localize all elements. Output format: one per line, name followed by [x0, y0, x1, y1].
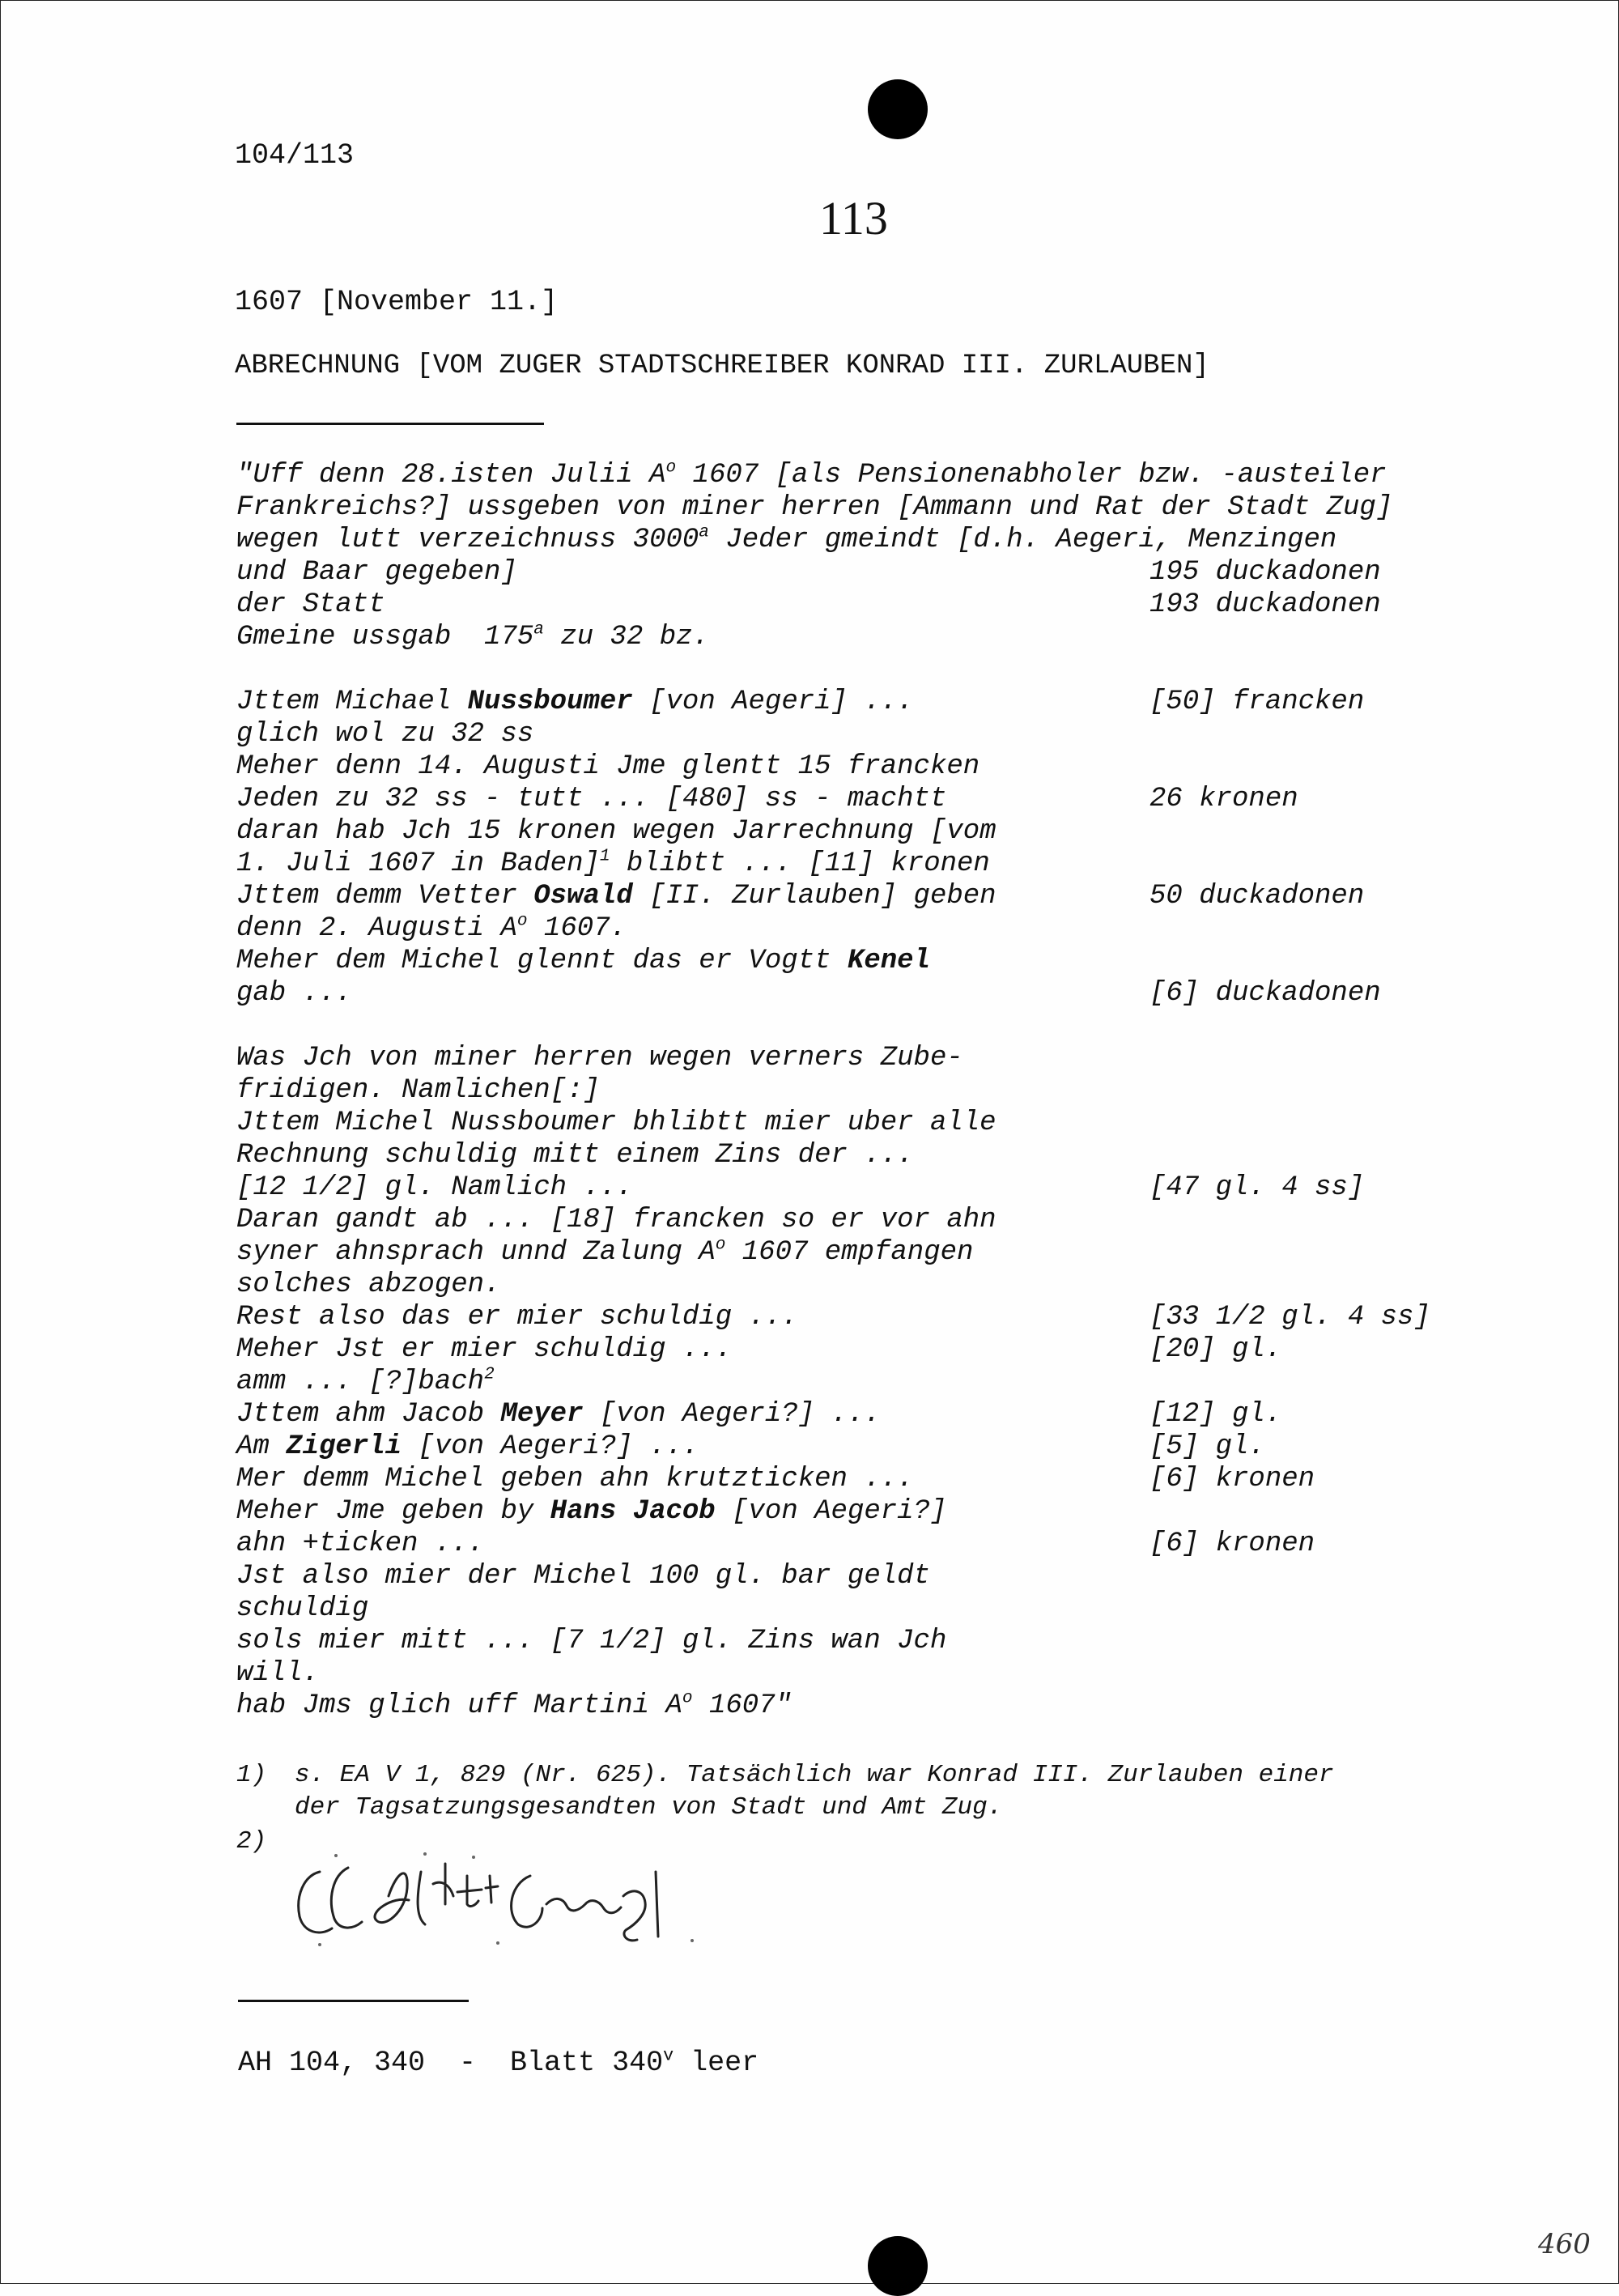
amount: [33 1/2 gl. 4 ss]	[1149, 1302, 1430, 1333]
text-line: Jeden zu 32 ss - tutt ... [480] ss - machtt	[236, 784, 947, 814]
amount: [6] duckadonen	[1149, 978, 1381, 1009]
document-date: 1607 [November 11.]	[235, 286, 559, 318]
amount: [47 gl. 4 ss]	[1149, 1172, 1365, 1203]
handwritten-signature-image	[287, 1839, 741, 1961]
text-line: Was Jch von miner herren wegen verners Zube-	[236, 1043, 963, 1074]
document-number: 113	[819, 192, 888, 244]
text-line: und Baar gegeben]	[236, 557, 517, 588]
text-line: 1. Juli 1607 in Baden]$^1$ blibtt ... [11] kronen	[236, 846, 990, 879]
text-line: Am Zigerli [von Aegeri?] ...	[236, 1431, 699, 1462]
text-line: "Uff denn 28.isten Julii $A^o$ 1607 [als Pensionenabholer bzw. -austeiler	[236, 457, 1387, 491]
text-line: Jttem ahm Jacob Meyer [von Aegeri?] ...	[236, 1399, 881, 1430]
footnote-marker: 1)	[236, 1761, 267, 1789]
heading-rule	[236, 423, 544, 425]
amount: 193 duckadonen	[1149, 589, 1381, 620]
footnote-marker: 2)	[236, 1827, 267, 1856]
amount: 50 duckadonen	[1149, 881, 1365, 912]
text-line: Rest also das er mier schuldig ...	[236, 1302, 798, 1333]
text-line: daran hab Jch 15 kronen wegen Jarrechnung [vom	[236, 816, 996, 847]
amount: [50] francken	[1149, 687, 1365, 717]
text-line: syner ahnsprach unnd Zalung $A^o$ 1607 empfangen	[236, 1235, 974, 1268]
archive-reference: 104/113	[235, 139, 355, 172]
footnote-text: s. EA V 1, 829 (Nr. 625). Tatsächlich war Konrad III. Zurlauben einer	[295, 1761, 1334, 1789]
text-line: amm ... [?]bach$^2$	[236, 1364, 495, 1397]
text-line: Daran gandt ab ... [18] francken so er vor ahn	[236, 1205, 996, 1235]
amount: 195 duckadonen	[1149, 557, 1381, 588]
footnote-text: der Tagsatzungsgesandten von Stadt und Amt Zug.	[295, 1793, 1003, 1822]
text-line: solches abzogen.	[236, 1269, 501, 1300]
text-line: Jttem Michel Nussboumer bhlibtt mier uber alle	[236, 1108, 996, 1138]
text-line: Meher dem Michel glennt das er Vogtt Kenel	[236, 946, 930, 976]
text-line: sols mier mitt ... [7 1/2] gl. Zins wan Jch	[236, 1626, 947, 1656]
text-line: denn 2. Augusti $A^o$ 1607.	[236, 911, 627, 944]
handwritten-page-number: 460	[1538, 2228, 1591, 2260]
text-line: der Statt	[236, 589, 385, 620]
text-line: Rechnung schuldig mitt einem Zins der ...	[236, 1140, 914, 1171]
text-line: wegen lutt verzeichnuss 3000$^a$ Jeder gmeindt [d.h. Aegeri, Menzingen	[236, 522, 1337, 555]
text-line: Frankreichs?] ussgeben von miner herren [Ammann und Rat der Stadt Zug]	[236, 492, 1393, 523]
amount: [20] gl.	[1149, 1334, 1282, 1365]
text-line: Gmeine ussgab 175$^a$ zu 32 bz.	[236, 619, 709, 653]
amount: [5] gl.	[1149, 1431, 1265, 1462]
text-line: Meher denn 14. Augusti Jme glentt 15 francken	[236, 751, 980, 782]
text-line: [12 1/2] gl. Namlich ...	[236, 1172, 633, 1203]
text-line: Meher Jst er mier schuldig ...	[236, 1334, 733, 1365]
amount: 26 kronen	[1149, 784, 1298, 814]
document-heading: ABRECHNUNG [VOM ZUGER STADTSCHREIBER KONRAD III. ZURLAUBEN]	[235, 351, 1209, 381]
punch-hole-top	[868, 79, 928, 139]
punch-hole-bottom	[868, 2236, 928, 2296]
text-line: Jttem Michael Nussboumer [von Aegeri] ...	[236, 687, 914, 717]
amount: [6] kronen	[1149, 1464, 1315, 1495]
text-line: glich wol zu 32 ss	[236, 719, 534, 750]
amount: [12] gl.	[1149, 1399, 1282, 1430]
text-line: fridigen. Namlichen[:]	[236, 1075, 600, 1106]
text-line: will.	[236, 1658, 320, 1689]
amount: [6] kronen	[1149, 1529, 1315, 1559]
text-line: gab ...	[236, 978, 352, 1009]
text-line: schuldig	[236, 1593, 369, 1624]
archive-footer: AH 104, 340 - Blatt 340$^v$ leer	[238, 2045, 759, 2079]
text-line: ahn +ticken ...	[236, 1529, 485, 1559]
text-line: Meher Jme geben by Hans Jacob [von Aegeri?]	[236, 1496, 947, 1527]
text-line: Mer demm Michel geben ahn krutzticken ...	[236, 1464, 914, 1495]
footer-rule	[238, 2000, 469, 2002]
text-line: Jst also mier der Michel 100 gl. bar geldt	[236, 1561, 930, 1592]
text-line: Jttem demm Vetter Oswald [II. Zurlauben] geben	[236, 881, 996, 912]
text-line: hab Jms glich uff Martini $A^o$ 1607"	[236, 1688, 792, 1721]
